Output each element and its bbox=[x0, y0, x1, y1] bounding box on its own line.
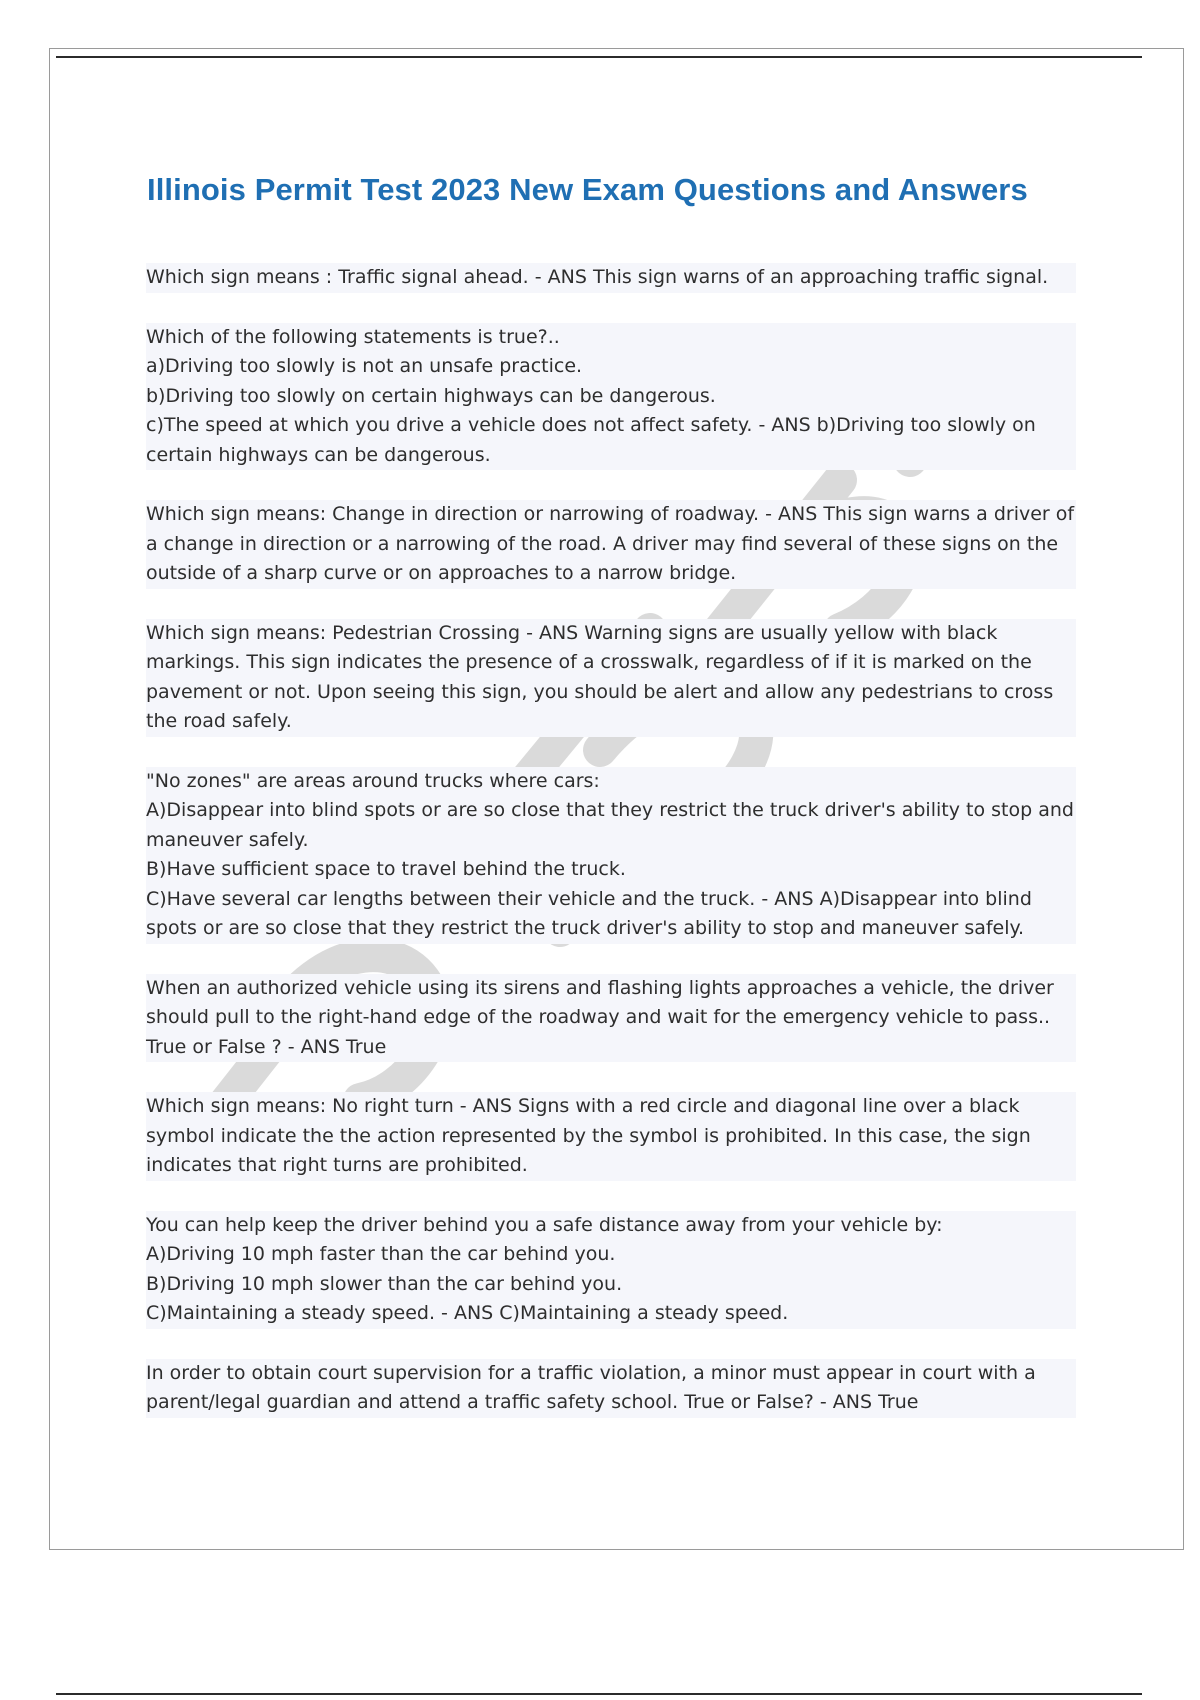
qa-line: a)Driving too slowly is not an unsafe practice. bbox=[146, 355, 583, 377]
qa-list bbox=[146, 263, 1076, 1448]
qa-item bbox=[146, 1092, 1076, 1181]
qa-line: Which sign means: No right turn - ANS Signs with a red circle and diagonal line over a black symbol indicate the the action represented by the symbol is prohibited. In this case, the sign indicates that right turns are prohibited. bbox=[146, 1095, 1031, 1176]
qa-line: "No zones" are areas around trucks where cars: bbox=[146, 769, 600, 792]
qa-item bbox=[146, 500, 1076, 589]
qa-line: A)Driving 10 mph faster than the car behind you. bbox=[146, 1243, 616, 1265]
qa-line: Which of the following statements is true?.. bbox=[146, 325, 560, 348]
qa-line: Which sign means: Change in direction or narrowing of roadway. - ANS This sign warns a driver of a change in direction or a narrowing of the road. A driver may find several of these signs on the outside of a sharp curve or on approaches to a narrow bridge. bbox=[146, 503, 1075, 584]
qa-item bbox=[146, 323, 1076, 471]
qa-line: c)The speed at which you drive a vehicle does not affect safety. - ANS b)Driving too slowly on certain highways can be dangerous. bbox=[146, 414, 1036, 466]
bottom-rule bbox=[56, 1693, 1142, 1695]
qa-item bbox=[146, 619, 1076, 737]
document-title: Illinois Permit Test 2023 New Exam Questions and Answers bbox=[147, 172, 1028, 207]
qa-item bbox=[146, 263, 1076, 293]
qa-item bbox=[146, 1211, 1076, 1329]
qa-item bbox=[146, 974, 1076, 1063]
qa-item bbox=[146, 1359, 1076, 1418]
qa-line: C)Maintaining a steady speed. - ANS C)Maintaining a steady speed. bbox=[146, 1302, 789, 1324]
top-rule bbox=[56, 56, 1142, 58]
qa-line: In order to obtain court supervision for a traffic violation, a minor must appear in court with a parent/legal guardian and attend a traffic safety school. True or False? - ANS True bbox=[146, 1361, 1036, 1413]
qa-line: B)Have sufficient space to travel behind the truck. bbox=[146, 858, 626, 880]
qa-line: When an authorized vehicle using its sirens and flashing lights approaches a vehicle, the driver should pull to the right-hand edge of the roadway and wait for the emergency vehicle to pass.. True or False ? - ANS True bbox=[146, 976, 1054, 1058]
qa-line: B)Driving 10 mph slower than the car behind you. bbox=[146, 1272, 623, 1295]
qa-line: Which sign means: Pedestrian Crossing - ANS Warning signs are usually yellow with black markings. This sign indicates the presence of a crosswalk, regardless of if it is marked on the pavement or not. Upon seeing this sign, you should be alert and allow any pedestrians to cross the road safely. bbox=[146, 621, 1054, 732]
qa-line: b)Driving too slowly on certain highways can be dangerous. bbox=[146, 384, 716, 407]
qa-item bbox=[146, 767, 1076, 944]
qa-line: You can help keep the driver behind you a safe distance away from your vehicle by: bbox=[146, 1213, 943, 1236]
qa-line: A)Disappear into blind spots or are so close that they restrict the truck driver's ability to stop and maneuver safely. bbox=[146, 799, 1074, 851]
qa-line: Which sign means : Traffic signal ahead. - ANS This sign warns of an approaching traffic signal. bbox=[146, 266, 1049, 288]
qa-line: C)Have several car lengths between their vehicle and the truck. - ANS A)Disappear into blind spots or are so close that they restrict the truck driver's ability to stop and maneuver safely. bbox=[146, 887, 1032, 939]
